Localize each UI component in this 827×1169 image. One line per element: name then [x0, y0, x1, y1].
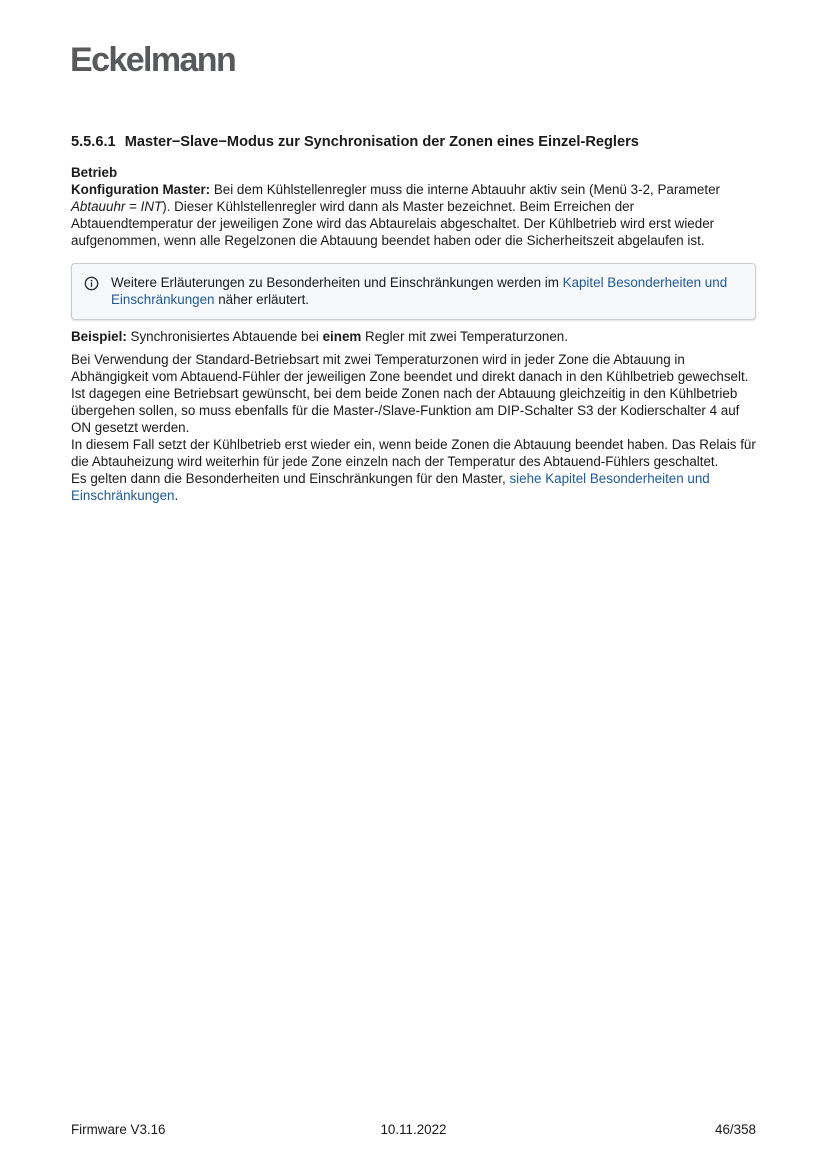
- note-text: [111, 274, 743, 308]
- info-note: [71, 263, 756, 320]
- config-param: Abtauuhr: [71, 199, 126, 214]
- info-icon: [84, 276, 99, 291]
- example-text-1: Synchronisiertes Abtauende bei: [126, 329, 323, 344]
- config-text-2: ). Dieser Kühlstellenregler wird dann als Master bezeichnet. Beim Erreichen der Abtauendtemperatur der jeweiligen Zone wird das Abtaurelais abgeschaltet. Der Kühlbetrieb wird erst wieder aufgenommen, wenn alle Regelzonen die Abtauung beendet haben oder die Sicherheitszeit abgelaufen ist.: [71, 199, 715, 248]
- section-title: Master−Slave−Modus zur Synchronisation der Zonen eines Einzel-Reglers: [124, 134, 639, 150]
- section-heading: [71, 132, 756, 152]
- section-number: 5.5.6.1: [71, 134, 116, 150]
- footer-firmware: Firmware V3.16: [71, 1122, 166, 1137]
- body-paragraph-3: [71, 470, 756, 504]
- betrieb-heading: Betrieb: [71, 165, 118, 180]
- footer-date: 10.11.2022: [380, 1122, 447, 1137]
- body-paragraph-1: Bei Verwendung der Standard-Betriebsart mit zwei Temperaturzonen wird in jeder Zone die Abtauung in Abhängigkeit vom Abtauend-Fühler der jeweiligen Zone beendet und direkt danach in den Kühlbetrieb gewechselt. Ist dagegen eine Betriebsart gewünscht, bei dem beide Zonen nach der Abtauung gleichzeitig in den Kühlbetrieb übergehen sollen, so muss ebenfalls für die Master-/Slave-Funktion am DIP-Schalter S3 der Kodierschalter 4 auf ON gesetzt werden.: [71, 352, 749, 435]
- body-paragraph-2: In diesem Fall setzt der Kühlbetrieb erst wieder ein, wenn beide Zonen die Abtauung beendet haben. Das Relais für die Abtauheizung wird weiterhin für jede Zone einzeln nach der Temperatur des Abtauend-Fühlers geschaltet.: [71, 437, 756, 469]
- note-link[interactable]: Kapitel Besonderheiten und Einschränkungen: [111, 275, 728, 307]
- page-content: [71, 132, 756, 504]
- config-paragraph: [71, 181, 756, 249]
- example-emphasis: einem: [322, 329, 362, 344]
- example-label: Beispiel:: [71, 329, 127, 344]
- body-p3-after: .: [174, 488, 179, 503]
- config-label: Konfiguration Master:: [71, 182, 211, 197]
- config-value: INT: [140, 199, 163, 214]
- footer-page-number: 46/358: [715, 1122, 756, 1137]
- example-paragraph: [71, 328, 756, 345]
- eckelmann-logo: Eckelmann: [70, 41, 236, 79]
- config-text-1: Bei dem Kühlstellenregler muss die interne Abtauuhr aktiv sein (Menü 3-2, Parameter: [210, 182, 720, 197]
- body-p3-link[interactable]: siehe Kapitel Besonderheiten und Einschränkungen: [71, 471, 710, 503]
- example-text-2: Regler mit zwei Temperaturzonen.: [361, 329, 568, 344]
- note-text-after: näher erläutert.: [214, 292, 310, 307]
- body-p3-before: Es gelten dann die Besonderheiten und Einschränkungen für den Master,: [71, 471, 510, 486]
- config-eq: =: [125, 199, 141, 214]
- page-footer: [71, 1122, 756, 1140]
- note-text-before: Weitere Erläuterungen zu Besonderheiten und Einschränkungen werden im: [111, 275, 563, 290]
